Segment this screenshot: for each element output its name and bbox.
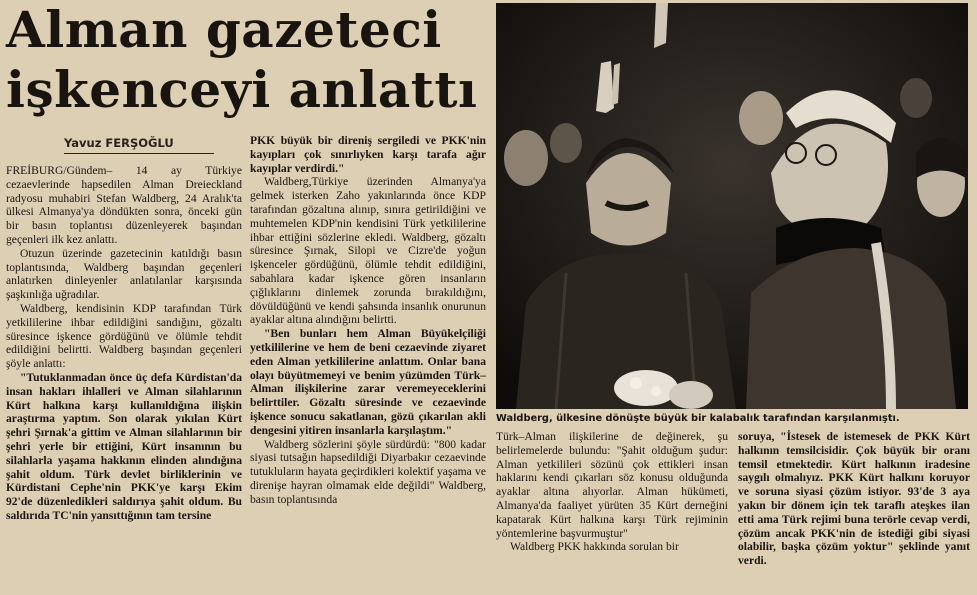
article-column-4 — [738, 430, 970, 568]
headline — [6, 0, 486, 120]
article-column-2 — [250, 134, 486, 507]
headline-line-2: işkenceyi anlattı — [6, 60, 478, 119]
byline: Yavuz FERŞOĞLU — [64, 136, 174, 150]
news-photo — [496, 3, 968, 409]
byline-rule — [64, 153, 214, 154]
quote-paragraph: soruya, "İstesek de istemesek de PKK Kürt halkının temsilcisidir. Çok büyük bir oranı temsil etmektedir. Kürt halkının iradesine saygılı olmalıyız. PKK Kürt halkını koruyor ve soruna siyasi çözüm istiyor. 93'de 3 aya yakın bir dönem için tek taraflı ateşkes ilan etti ama Türk rejimi buna terörle cevap verdi, çözüm ancak PKK'nin de istediği gibi siyasi olabilir, başka çözüm yoktur" şeklinde yanıt verdi. — [738, 430, 970, 568]
paragraph: Waldberg PKK hakkında sorulan bir — [510, 540, 679, 554]
paragraph: Türk–Alman ilişkilerine de değinerek, şu belirlemelerde bulundu: "Şahit olduğum şudur: Alman yetkilileri sözünü çok ettikleri insan haklarını kendi çıkarları söz konusu olduğunda ayaklar altına alıyorlar. Alman hükümeti, Almanya'da faaliyet yürüten 35 Kürt derneğini kapatarak Kürt halkına karşı Türk rejiminin yöntemlerine başvurmuştur" — [496, 430, 728, 540]
crowd-photo-illustration — [496, 3, 968, 409]
paragraph: Waldberg,Türkiye üzerinden Almanya'ya gelmek isterken Zaho yakınlarında önce KDP tarafından gözaltına alınıp, sınıra getirildiğini ve muhtemelen KDP'nin kendisini Türk yetkililerine ihbar ettiğini sözlerine ekledi. Waldberg, gözaltı süresince Şırnak, Silopi ve Cizre'de yoğun işkenceler gördüğünü, ölümle tehdit edildiğini, sabahlara kadar işkence gören insanların çığlıklarını dinlemek zorunda bırakıldığını, dövüldüğünü ve kendi şahsında insanlık onurunun ayaklar altına alındığını belirtti. — [250, 175, 486, 327]
photo-caption: Waldberg, ülkesine dönüşte büyük bir kalabalık tarafından karşılanmıştı. — [496, 413, 900, 424]
paragraph: Waldberg, kendisinin KDP tarafından Türk yetkililerine ihbar edildiğini sandığını, gözaltı süresince işkence gördüğünü ve ölümle tehdit edildiğini belirtti. Waldberg başından geçenleri şöyle anlattı: — [6, 301, 242, 371]
article-column-3 — [496, 430, 728, 554]
paragraph: Waldberg sözlerini şöyle sürdürdü: "800 kadar siyasi tutsağın hapsedildiği Diyarbakır cezaevinde tutukluların hayata geçirdikleri kolektif yaşama ve direnişe hayran olmamak elde değildi" Waldberg, basın toplantısında — [250, 437, 486, 506]
paragraph: Otuzun üzerinde gazetecinin katıldığı basın toplantısında, Waldberg başından geçenleri anlatırken dinleyenler anlatılanlar karşısında şaşkınlığa uğradılar. — [6, 246, 242, 302]
quote-paragraph: "Ben bunları hem Alman Büyükelçiliği yetkililerine ve hem de beni cezaevinde ziyaret eden Alman yetkililerine anlattım. Onlar bana olayı büyütmemeyi ve benim yüzümden Türk–Alman ilişkilerine zarar veremeyeceklerini belirttiler. Gözaltı süresinde ve cezaevinde işkence sonucu sakatlanan, gözü çıkarılan akli dengesini yitiren insanlarla karşılaştım." — [250, 327, 486, 437]
article-column-1 — [6, 164, 242, 523]
headline-line-1: Alman gazeteci — [6, 0, 442, 59]
paragraph: FREİBURG/Gündem– 14 ay Türkiye cezaevlerinde hapsedilen Alman Dreieckland radyosu muhabiri Stefan Waldberg, 24 Aralık'ta ülkesi Almanya'ya döndükten sonra, önceki gün bir basın toplantısı düzenleyerek başından geçenleri ilk kez anlattı. — [6, 164, 242, 246]
quote-paragraph: "Tutuklanmadan önce üç defa Kürdistan'da insan hakları ihlalleri ve Alman silahlarının Kürt halkına karşı kullanıldığına ilişkin araştırma yaptım. Son olarak yıkılan Kürt şehri Şırnak'a gittim ve Alman silahlarının bir şehri yerle bir ettiğini, Kürt insanının bu silahlarla yaşama hakkının elinden alındığına şahit oldum. Türk devlet birliklerinin ve Kürdistani Cephe'nin PKK'ye karşı Ekim 92'de düzenledikleri saldırıya şahit oldum. Bu saldırıda TC'nin yansıttığının tam tersine — [6, 370, 242, 522]
quote-paragraph: PKK büyük bir direniş sergiledi ve PKK'nin kayıpları çok sınırlıyken karşı tarafa ağır kayıplar verdirdi." — [250, 134, 486, 175]
